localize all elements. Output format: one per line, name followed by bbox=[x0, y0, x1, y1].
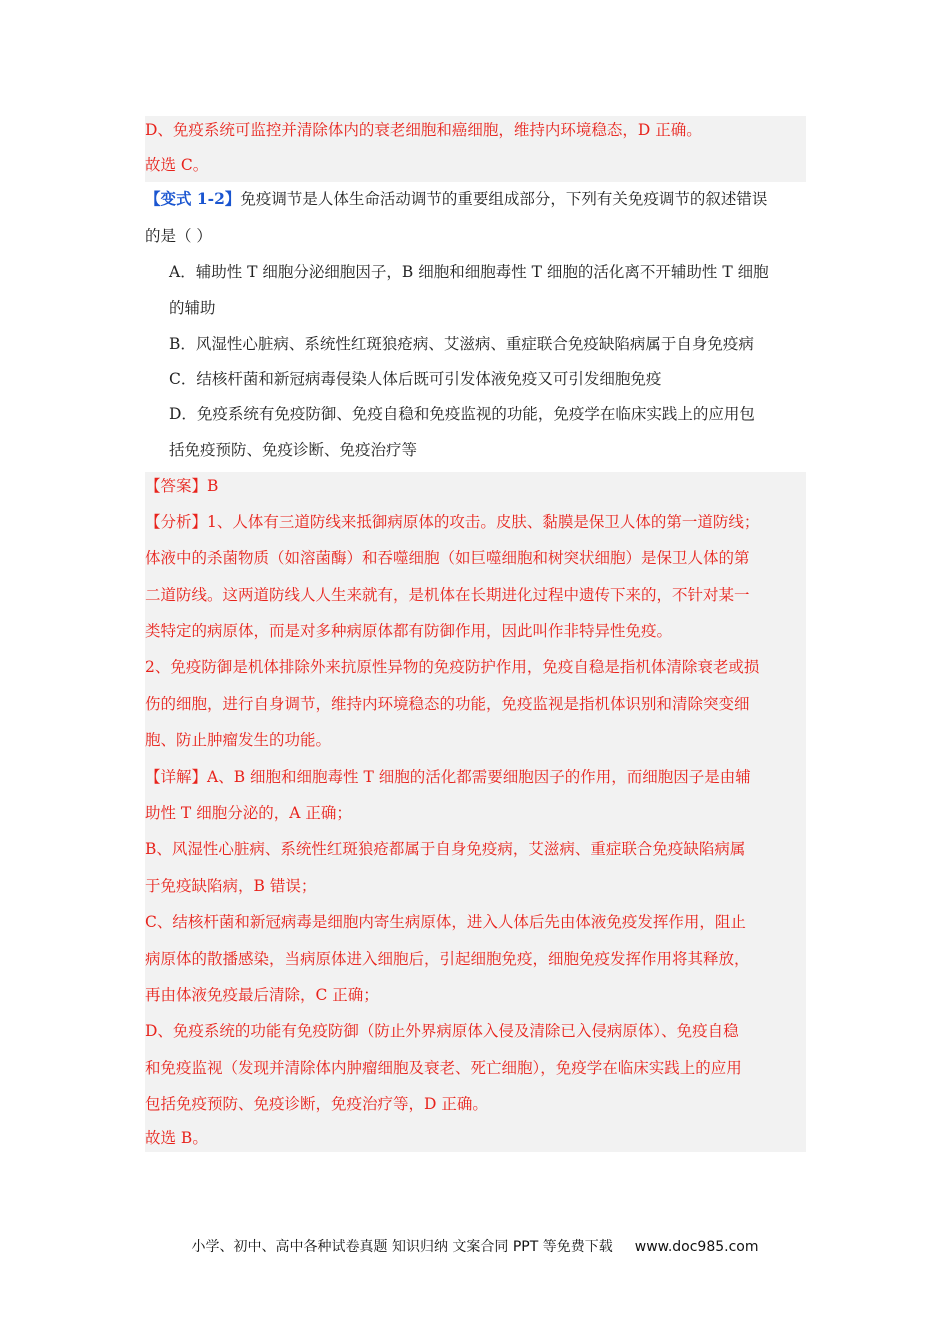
previous-detail-line: D、免疫系统可监控并清除体内的衰老细胞和癌细胞，维持内环境稳态，D 正确。 bbox=[145, 121, 702, 139]
answer-value: B bbox=[207, 477, 219, 495]
option-a-line-1: A．辅助性 T 细胞分泌细胞因子，B 细胞和细胞毒性 T 细胞的活化离不开辅助性 T 细胞 bbox=[169, 263, 769, 281]
detail-line-5: C、结核杆菌和新冠病毒是细胞内寄生病原体，进入人体后先由体液免疫发挥作用，阻止 bbox=[145, 913, 746, 931]
option-b: B．风湿性心脏病、系统性红斑狼疮病、艾滋病、重症联合免疫缺陷病属于自身免疫病 bbox=[169, 335, 754, 353]
question-block bbox=[145, 182, 806, 472]
option-d-line-2: 括免疫预防、免疫诊断、免疫治疗等 bbox=[169, 441, 418, 459]
answer-tag: 【答案】 bbox=[145, 477, 208, 495]
analysis-text: 1、人体有三道防线来抵御病原体的攻击。皮肤、黏膜是保卫人体的第一道防线； bbox=[207, 513, 760, 531]
analysis-line-3: 二道防线。这两道防线人人生来就有，是机体在长期进化过程中遗传下来的，不针对某一 bbox=[145, 586, 750, 604]
analysis-line-7: 胞、防止肿瘤发生的功能。 bbox=[145, 731, 332, 749]
final-conclusion: 故选 B。 bbox=[145, 1129, 208, 1147]
page-footer bbox=[0, 1236, 950, 1256]
detail-line-2: 助性 T 细胞分泌的，A 正确； bbox=[145, 804, 352, 822]
detail-line-8: D、免疫系统的功能有免疫防御（防止外界病原体入侵及清除已入侵病原体）、免疫自稳 bbox=[145, 1022, 739, 1040]
previous-conclusion: 故选 C。 bbox=[145, 156, 209, 174]
question-stem-line-1 bbox=[145, 189, 767, 209]
answer-line bbox=[145, 476, 218, 496]
analysis-line-6: 伤的细胞，进行自身调节，维持内环境稳态的功能，免疫监视是指机体识别和清除突变细 bbox=[145, 695, 750, 713]
option-a-line-2: 的辅助 bbox=[169, 299, 216, 317]
detail-line-10: 包括免疫预防、免疫诊断，免疫治疗等，D 正确。 bbox=[145, 1095, 488, 1113]
footer-text: 小学、初中、高中各种试卷真题 知识归纳 文案合同 PPT 等免费下载 bbox=[191, 1239, 613, 1255]
analysis-line-1 bbox=[145, 512, 759, 532]
detail-line-3: B、风湿性心脏病、系统性红斑狼疮都属于自身免疫病，艾滋病、重症联合免疫缺陷病属 bbox=[145, 840, 746, 858]
detail-tag: 【详解】 bbox=[145, 768, 208, 786]
detail-line-6: 病原体的散播感染，当病原体进入细胞后，引起细胞免疫，细胞免疫发挥作用将其释放， bbox=[145, 950, 750, 968]
question-stem-text: 免疫调节是人体生命活动调节的重要组成部分，下列有关免疫调节的叙述错误 bbox=[240, 190, 768, 208]
detail-text: A、B 细胞和细胞毒性 T 细胞的活化都需要细胞因子的作用，而细胞因子是由辅 bbox=[207, 768, 751, 786]
analysis-line-4: 类特定的病原体，而是对多种病原体都有防御作用，因此叫作非特异性免疫。 bbox=[145, 622, 673, 640]
footer-url[interactable]: www.doc985.com bbox=[634, 1239, 759, 1255]
question-tag: 【变式 1-2】 bbox=[145, 189, 241, 208]
answer-block bbox=[145, 472, 806, 1152]
analysis-tag: 【分析】 bbox=[145, 513, 208, 531]
detail-line-7: 再由体液免疫最后清除，C 正确； bbox=[145, 986, 379, 1004]
analysis-line-2: 体液中的杀菌物质（如溶菌酶）和吞噬细胞（如巨噬细胞和树突状细胞）是保卫人体的第 bbox=[145, 549, 750, 567]
analysis-line-5: 2、免疫防御是机体排除外来抗原性异物的免疫防护作用，免疫自稳是指机体清除衰老或损 bbox=[145, 658, 760, 676]
option-d-line-1: D．免疫系统有免疫防御、免疫自稳和免疫监视的功能，免疫学在临床实践上的应用包 bbox=[169, 405, 755, 423]
previous-answer-block bbox=[145, 116, 806, 182]
option-c: C．结核杆菌和新冠病毒侵染人体后既可引发体液免疫又可引发细胞免疫 bbox=[169, 370, 662, 388]
detail-line-9: 和免疫监视（发现并清除体内肿瘤细胞及衰老、死亡细胞），免疫学在临床实践上的应用 bbox=[145, 1059, 742, 1077]
question-stem-line-2: 的是（ ） bbox=[145, 227, 212, 245]
detail-line-1 bbox=[145, 767, 751, 787]
detail-line-4: 于免疫缺陷病，B 错误； bbox=[145, 877, 317, 895]
